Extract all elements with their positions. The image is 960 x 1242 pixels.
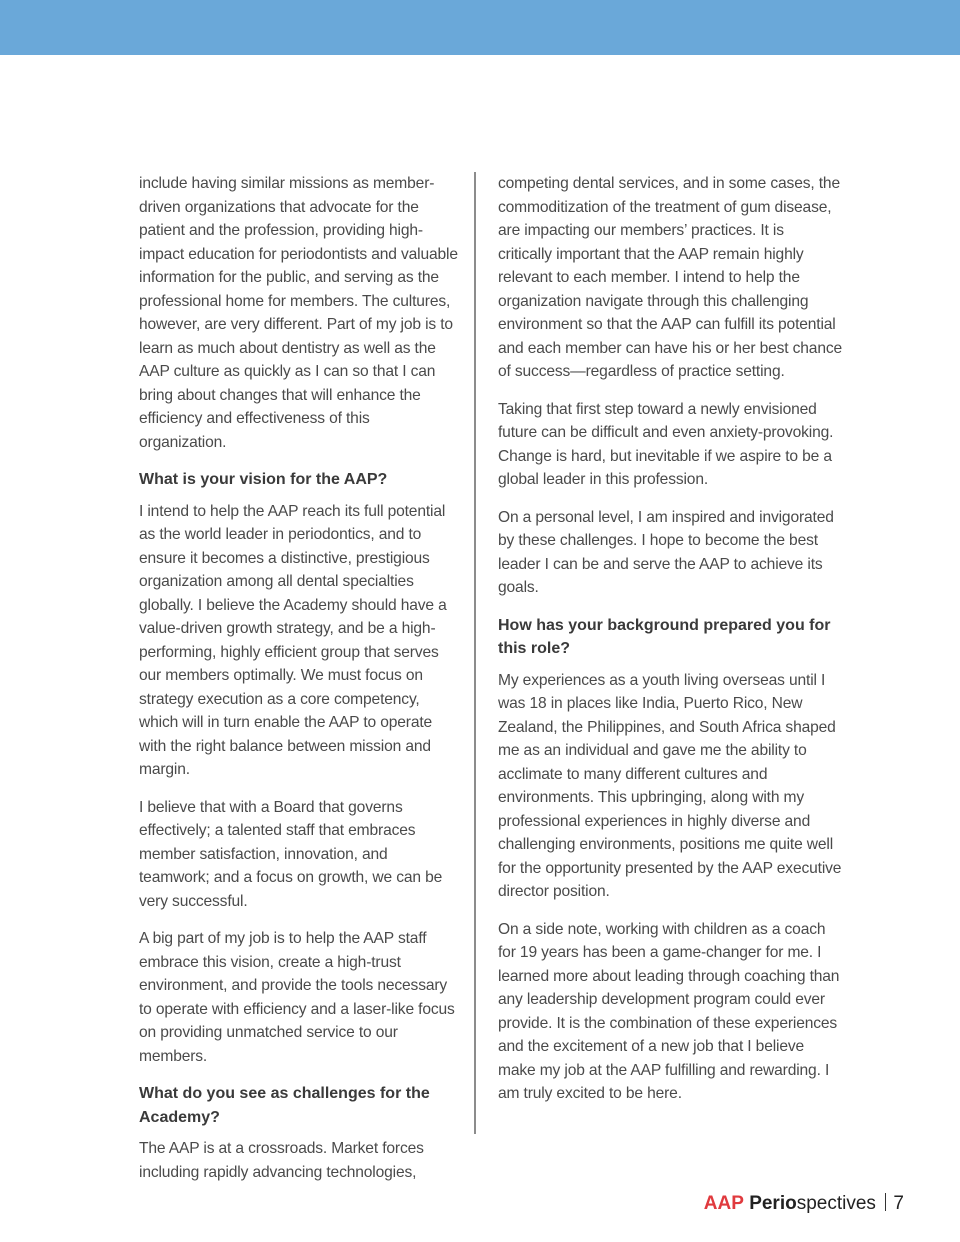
- column-divider: [474, 172, 476, 1134]
- paragraph: On a personal level, I am inspired and invigorated by these challenges. I hope to become the best leader I can be and serve the AAP to achieve its goals.: [498, 508, 834, 596]
- brand-perio: Perio: [749, 1193, 797, 1214]
- paragraph: I intend to help the AAP reach its full potential as the world leader in periodontics, and to ensure it becomes a distinctive, prestigious organization among all dental specialties globally. I believe the Academy should have a value-driven growth strategy, and be a high-performing, highly efficient group that serves our members optimally. We must focus on strategy execution as a core competency, which will in turn enable the AAP to operate with the right balance between mission and margin.: [139, 502, 447, 778]
- question-heading: What is your vision for the AAP?: [139, 471, 388, 488]
- paragraph: I believe that with a Board that governs effectively; a talented staff that embraces member satisfaction, innovation, and teamwork; and a focus on growth, we can be very successful.: [139, 798, 443, 910]
- left-column: [139, 172, 461, 1198]
- paragraph: Taking that first step toward a newly envisioned future can be difficult and even anxiety-provoking. Change is hard, but inevitable if we aspire to be a global leader in this profession.: [498, 400, 834, 488]
- paragraph: A big part of my job is to help the AAP staff embrace this vision, create a high-trust environment, and provide the tools necessary to operate with efficiency and a laser-like focus on providing unmatched service to our members.: [139, 930, 455, 1065]
- brand-rest: spectives: [796, 1193, 876, 1214]
- page-footer: [704, 1192, 904, 1216]
- header-band: [0, 0, 960, 55]
- paragraph: The AAP is at a crossroads. Market forces including rapidly advancing technologies,: [139, 1140, 424, 1181]
- paragraph: My experiences as a youth living overseas until I was 18 in places like India, Puerto Rico, New Zealand, the Philippines, and South Africa shaped me as an individual and gave me the ability to acclimate to many different cultures and environments. This upbringing, along with my professional experiences in highly diverse and challenging environments, positions me quite well for the opportunity presented by the AAP executive director position.: [498, 671, 842, 900]
- footer-separator: [885, 1193, 887, 1211]
- paragraph: competing dental services, and in some cases, the commoditization of the treatment of gum disease, are impacting our members’ practices. It is critically important that the AAP remain highly relevant to each member. I intend to help the organization navigate through this challenging environment so that the AAP can fulfill its potential and each member can have his or her best chance of success—regardless of practice setting.: [498, 175, 843, 380]
- question-heading: What do you see as challenges for the Academy?: [139, 1085, 430, 1126]
- question-heading: How has your background prepared you for this role?: [498, 616, 831, 657]
- brand-aap: AAP: [703, 1193, 744, 1214]
- paragraph: On a side note, working with children as a coach for 19 years has been a game-changer for me. I learned more about leading through coaching than any leadership development program could ever provide. It is the combination of these experiences and the excitement of a new job that I believe make my job at the AAP fulfilling and rewarding. I am truly excited to be here.: [498, 920, 840, 1102]
- paragraph: include having similar missions as member-driven organizations that advocate for the patient and the profession, providing high-impact education for periodontists and valuable information for the public, and serving as the professional home for members. The cultures, however, are very different. Part of my job is to learn as much about dentistry as well as the AAP culture as quickly as I can so that I can bring about changes that will enhance the efficiency and effectiveness of this organization.: [139, 175, 458, 451]
- page-number: 7: [893, 1193, 904, 1214]
- right-column: [498, 172, 842, 1120]
